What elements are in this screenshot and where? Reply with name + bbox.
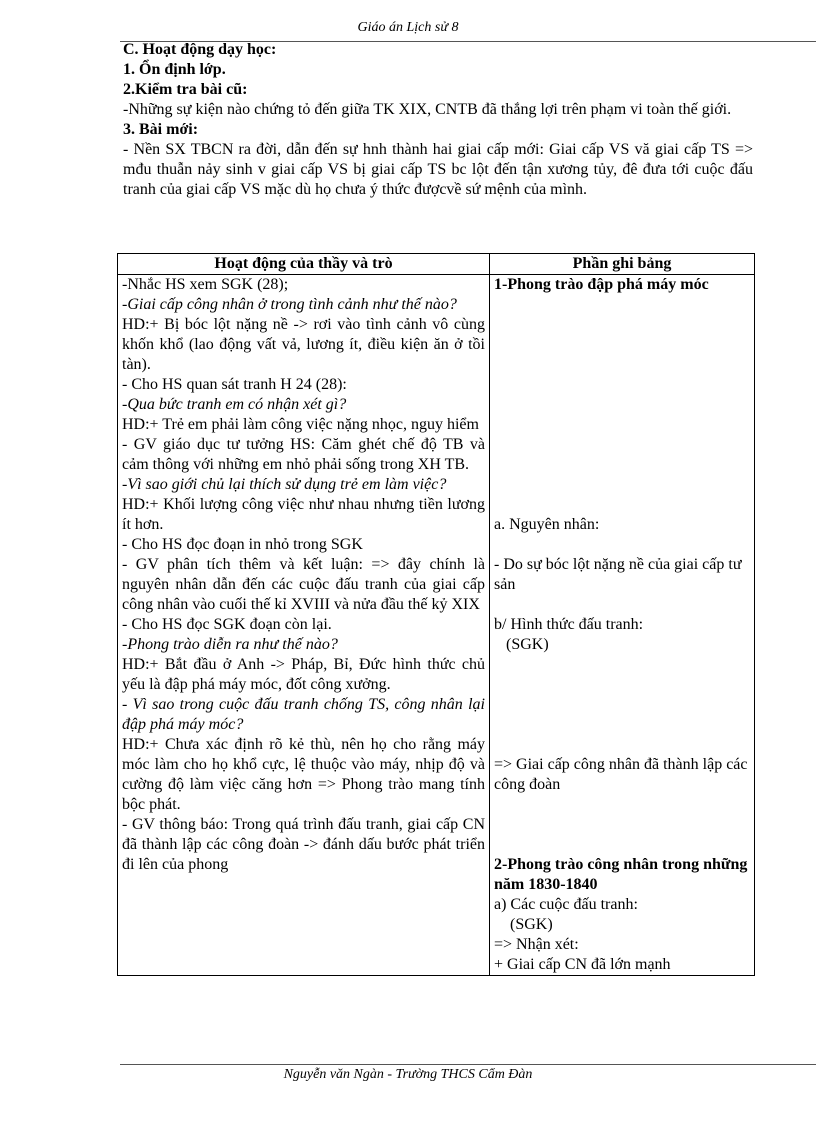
- item-2-heading: 2.Kiểm tra bài cũ:: [123, 81, 248, 98]
- board-sgk-1: (SGK): [494, 636, 549, 653]
- activity-paragraph: - GV giáo dục tư tưởng HS: Căm ghét chế độ TB và cảm thông với những em nhỏ phải sống trong XH TB.: [122, 436, 485, 473]
- activity-paragraph: HD:+ Bắt đầu ở Anh -> Pháp, Bỉ, Đức hình thức chủ yếu là đập phá máy móc, đốt công xưởng.: [122, 656, 485, 693]
- page-footer: Nguyễn văn Ngàn - Trường THCS Cẩm Đàn: [283, 1067, 533, 1082]
- question-paragraph: -Vì sao giới chủ lại thích sử dụng trẻ em làm việc?: [122, 476, 447, 493]
- table-body-row: [118, 275, 755, 976]
- activity-paragraph: HD:+ Bị bóc lột nặng nề -> rơi vào tình cảnh vô cùng khốn khổ (lao động vất vả, lương ít, điều kiện ăn ở tồi tàn).: [122, 316, 485, 373]
- item-1-heading: 1. Ổn định lớp.: [123, 61, 226, 78]
- question-paragraph: -Phong trào diễn ra như thế nào?: [122, 636, 338, 653]
- board-result: => Giai cấp công nhân đã thành lập các công đoàn: [494, 756, 748, 793]
- board-sgk-2: (SGK): [494, 916, 553, 933]
- activity-paragraph: - GV phân tích thêm và kết luận: => đây chính là nguyên nhân dẫn đến các cuộc đấu tranh của giai cấp công nhân vào cuối thế kỉ XVIII và nửa đầu thế kỷ XIX: [122, 556, 485, 613]
- activity-paragraph: HD:+ Chưa xác định rõ kẻ thù, nên họ cho rằng máy móc làm cho họ khổ cực, lệ thuộc vào máy, nhịp độ và cường độ làm việc căng hơn => Phong trào mang tính bộc phát.: [122, 736, 485, 813]
- intro-section: [123, 40, 753, 200]
- section-c-heading: C. Hoạt động dạy học:: [123, 41, 277, 58]
- board-remark: => Nhận xét:: [494, 936, 579, 953]
- board-heading-2: 2-Phong trào công nhân trong những năm 1830-1840: [494, 856, 748, 893]
- board-cell: [490, 275, 755, 976]
- question-paragraph: -Qua bức tranh em có nhận xét gì?: [122, 396, 347, 413]
- col-board-header: Phần ghi bảng: [490, 254, 755, 275]
- board-form: b/ Hình thức đấu tranh:: [494, 616, 644, 633]
- board-struggles: a) Các cuộc đấu tranh:: [494, 896, 638, 913]
- activity-paragraph: - GV thông báo: Trong quá trình đấu tranh, giai cấp CN đã thành lập các công đoàn -> đánh dấu bước phát triển đi lên của phong: [122, 816, 485, 873]
- col-activity-header: Hoạt động của thầy và trò: [118, 254, 490, 275]
- question-paragraph: - Vì sao trong cuộc đấu tranh chống TS, công nhân lại đập phá máy móc?: [122, 696, 485, 733]
- board-remark-detail: + Giai cấp CN đã lớn mạnh: [494, 956, 671, 973]
- activity-cell: [118, 275, 490, 976]
- activity-paragraph: HD:+ Trẻ em phải làm công việc nặng nhọc, nguy hiểm: [122, 416, 479, 433]
- activity-paragraph: -Nhắc HS xem SGK (28);: [122, 276, 289, 293]
- lesson-table: [117, 253, 755, 976]
- review-question: -Những sự kiện nào chứng tỏ đến giữa TK XIX, CNTB đã thắng lợi trên phạm vi toàn thế giới.: [123, 101, 732, 118]
- intro-paragraph: - Nền SX TBCN ra đời, dẫn đến sự hnh thành hai giai cấp mới: Giai cấp VS vă giai cấp TS => mđu thuẫn nảy sinh v giai cấp VS bị giai cấp TS bc lột đến tận xương tủy, đê đưa tới cuộc đấu tranh của giai cấp VS mặc dù họ chưa ý thức đượcvề sứ mệnh của mình.: [123, 141, 753, 198]
- board-cause-detail: - Do sự bóc lột nặng nề của giai cấp tư sản: [494, 556, 742, 593]
- activity-paragraph: HD:+ Khối lượng công việc như nhau nhưng tiền lương ít hơn.: [122, 496, 485, 533]
- page-header: Giáo án Lịch sử 8: [357, 20, 459, 35]
- question-paragraph: -Giai cấp công nhân ở trong tình cảnh như thế nào?: [122, 296, 457, 313]
- activity-paragraph: - Cho HS đọc đoạn in nhỏ trong SGK: [122, 536, 363, 553]
- activity-paragraph: - Cho HS quan sát tranh H 24 (28):: [122, 376, 347, 393]
- board-cause: a. Nguyên nhân:: [494, 516, 600, 533]
- footer-rule: [120, 1064, 816, 1065]
- item-3-heading: 3. Bài mới:: [123, 121, 199, 138]
- table-header-row: [118, 254, 755, 275]
- activity-paragraph: - Cho HS đọc SGK đoạn còn lại.: [122, 616, 332, 633]
- board-heading-1: 1-Phong trào đập phá máy móc: [494, 276, 709, 293]
